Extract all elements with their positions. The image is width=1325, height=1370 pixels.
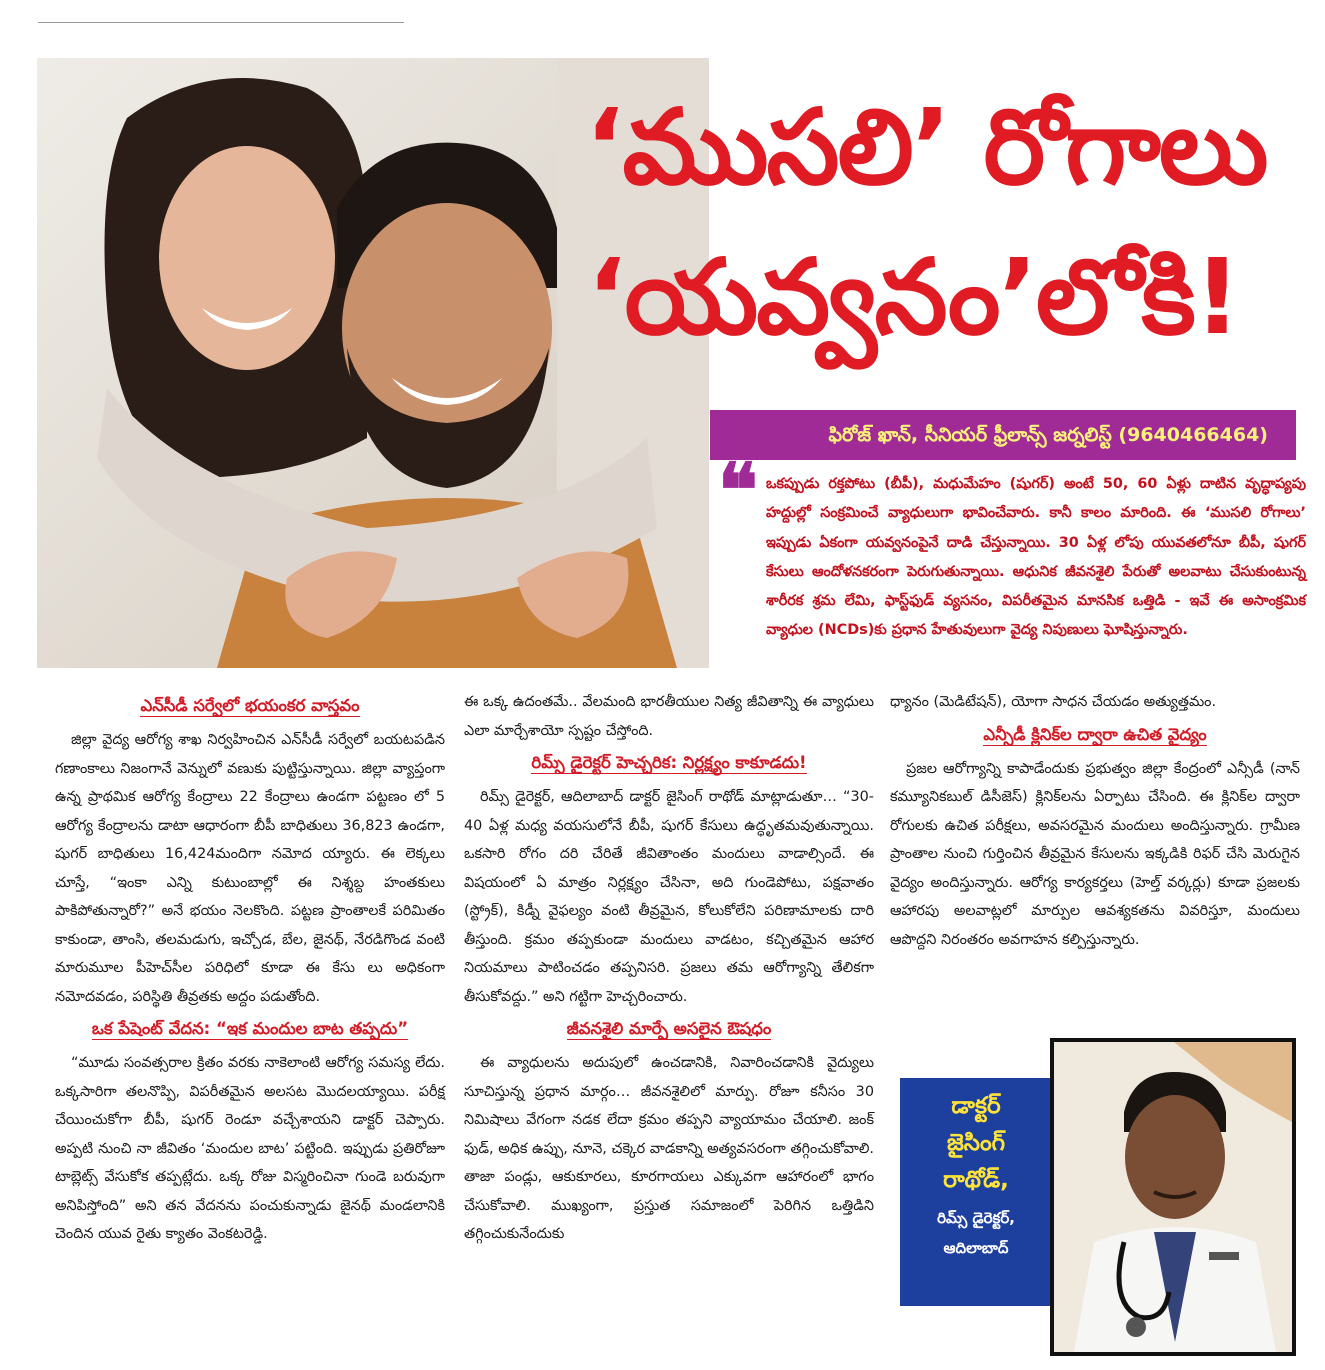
paragraph: ఈ ఒక్క ఉదంతమే.. వేలమంది భారతీయుల నిత్య జీవితాన్ని ఈ వ్యాధులు ఎలా మార్చేశాయో స్పష్టం చేస్తోంది. [464, 694, 874, 739]
doctor-name: డాక్టర్ జైసింగ్ రాథోడ్, [943, 1093, 1009, 1193]
intro-paragraph: ఒకప్పుడు రక్తపోటు (బీపీ), మధుమేహం (షుగర్) అంటే 50, 60 ఏళ్లు దాటిన వృద్ధాప్యపు హద్దుల్లో సంక్రమించే వ్యాధులుగా భావించేవారు. కానీ కాలం మారింది. ఈ ‘ముసలి రోగాలు’ ఇప్పుడు ఏకంగా యవ్వనంపైనే దాడి చేస్తున్నాయి. 30 ఏళ్ల లోపు యువతలోనూ బీపీ, షుగర్ కేసులు ఆందోళనకరంగా పెరుగుతున్నాయి. ఆధునిక జీవనశైలి పేరుతో అలవాటు చేసుకుంటున్న శారీరక శ్రమ లేమి, ఫాస్ట్‌ఫుడ్ వ్యసనం, విపరీతమైన మానసిక ఒత్తిడి - ఇవే ఈ అసాంక్రమిక వ్యాధుల (NCDs)కు ప్రధాన హేతువులుగా వైద్య నిపుణులు ఘోషిస్తున్నారు. [766, 476, 1306, 639]
paragraph: “మూడు సంవత్సరాల క్రితం వరకు నాకెలాంటి ఆరోగ్య సమస్య లేదు. ఒక్కసారిగా తలనొప్పి, విపరీతమైన అలసట మొదలయ్యాయి. పరీక్ష చేయించుకోగా బీపీ, షుగర్ రెండూ వచ్చేశాయని డాక్టర్ చెప్పారు. అప్పటి నుంచి నా జీవితం ‘మందుల బాట’ పట్టింది. ఇప్పుడు ప్రతిరోజూ టాబ్లెట్స్ వేసుకోక తప్పట్లేదు. ఒక్క రోజు విస్మరించినా గుండె బరువుగా అనిపిస్తోంది” అని తన వేదనను పంచుకున్నాడు జైనథ్ మండలానికి చెందిన యువ రైతు క్యాతం వెంకటరెడ్డి. [55, 1055, 445, 1242]
subhead-rims-warning: రిమ్స్ డైరెక్టర్ హెచ్చరిక: నిర్లక్ష్యం కాకూడదు! [531, 753, 807, 772]
quote-mark-icon: ❝ [718, 448, 758, 534]
top-rule [38, 22, 404, 23]
subhead-lifestyle: జీవనశైలి మార్పే అసలైన ఔషధం [566, 1019, 772, 1038]
doctor-caption-card [900, 1078, 1052, 1306]
doctor-role: రిమ్స్ డైరెక్టర్, ఆదిలాబాద్ [937, 1209, 1015, 1257]
paragraph: జిల్లా వైద్య ఆరోగ్య శాఖ నిర్వహించిన ఎన్‌సీడీ సర్వేలో బయటపడిన గణాంకాలు నిజంగానే వెన్నులో వణుకు పుట్టిస్తున్నాయి. జిల్లా వ్యాప్తంగా ఉన్న ప్రాథమిక ఆరోగ్య కేంద్రాలు 22 కేంద్రాలు ఉండగా పట్టణం లో 5 ఆరోగ్య కేంద్రాలను డాటా ఆధారంగా బీపీ బాధితులు 36,823 ఉండగా, షుగర్ బాధితులు 16,424మందిగా నమోద య్యారు. ఈ లెక్కలు చూస్తే, “ఇంకా ఎన్ని కుటుంబాల్లో ఈ నిశ్శబ్ద హంతకులు పాకిపోతున్నారో?” అనే భయం నెలకొంది. పట్టణ ప్రాంతాలకే పరిమితం కాకుండా, తాంసి, తలమడుగు, ఇచ్చోడ, బేల, జైనథ్, నేరడిగొండ వంటి మారుమూల పీహెచ్‌సీల పరిధిలో కూడా ఈ కేసు లు అధికంగా నమోదవడం, పరిస్థితి తీవ్రతకు అద్దం పడుతోంది. [55, 732, 445, 1005]
column-3 [890, 688, 1300, 956]
column-2 [464, 688, 874, 1251]
paragraph: ప్రజల ఆరోగ్యాన్ని కాపాడేందుకు ప్రభుత్వం జిల్లా కేంద్రంలో ఎన్సీడీ (నాన్ కమ్యూనికబుల్ డిసీజెస్) క్లినిక్‌లను ఏర్పాటు చేసింది. ఈ క్లినిక్‌ల ద్వారా రోగులకు ఉచిత పరీక్షలు, అవసరమైన మందులు అందిస్తున్నారు. గ్రామీణ ప్రాంతాల నుంచి గుర్తించిన తీవ్రమైన కేసులను ఇక్కడికి రిఫర్ చేసి మెరుగైన వైద్యం అందిస్తున్నారు. ఆరోగ్య కార్యకర్తలు (హెల్త్ వర్కర్లు) కూడా ప్రజలకు ఆహారపు అలవాట్లలో మార్పుల ఆవశ్యకతను వివరిస్తూ, మందులు ఆపొద్దని నిరంతరం అవగాహన కల్పిస్తున్నారు. [890, 760, 1300, 948]
subhead-patient-story: ఒక పేషెంట్ వేదన: “ఇక మందుల బాట తప్పదు” [91, 1019, 409, 1038]
paragraph: రిమ్స్ డైరెక్టర్, ఆదిలాబాద్ డాక్టర్ జైసింగ్ రాథోడ్ మాట్లాడుతూ… “30-40 ఏళ్ల మధ్య వయసులోనే బీపీ, షుగర్ కేసులు ఉద్ధృతమవుతున్నాయి. ఒకసారి రోగం దరి చేరితే జీవితాంతం మందులు వాడాల్సిందే. ఈ విషయంలో ఏ మాత్రం నిర్లక్ష్యం చేసినా, అది గుండెపోటు, పక్షవాతం (స్ట్రోక్), కిడ్నీ వైఫల్యం వంటి తీవ్రమైన, కోలుకోలేని పరిణామాలకు దారి తీస్తుంది. క్రమం తప్పకుండా మందులు వాడటం, కచ్చితమైన ఆహార నియమాలు పాటించడం తప్పనిసరి. ప్రజలు తమ ఆరోగ్యాన్ని తేలికగా తీసుకోవద్దు.” అని గట్టిగా హెచ్చరించారు. [464, 789, 874, 1005]
paragraph: ధ్యానం (మెడిటేషన్), యోగా సాధన చేయడం అత్యుత్తమం. [890, 694, 1217, 710]
headline-line-1: ‘ముసలి’ రోగాలు [585, 86, 1267, 208]
headline-line-2: ‘యవ్వనం’లోకి! [587, 236, 1240, 358]
byline-banner: ఫిరోజ్ ఖాన్, సీనియర్ ఫ్రీలాన్స్ జర్నలిస్ట్ (9640466464) [710, 410, 1296, 460]
column-1 [55, 688, 445, 1251]
headline [585, 72, 1305, 372]
paragraph: ఈ వ్యాధులను అదుపులో ఉంచడానికి, నివారించడానికి వైద్యులు సూచిస్తున్న ప్రధాన మార్గం… జీవనశైలిలో మార్పు. రోజూ కనీసం 30 నిమిషాలు వేగంగా నడక లేదా క్రమం తప్పని వ్యాయామం చేయాలి. జంక్ ఫుడ్, అధిక ఉప్పు, నూనె, చక్కెర వాడకాన్ని అత్యవసరంగా తగ్గించుకోవాలి. తాజా పండ్లు, ఆకుకూరలు, కూరగాయలు ఎక్కువగా ఆహారంలో భాగం చేసుకోవాలి. ముఖ్యంగా, ప్రస్తుత సమాజంలో పెరిగిన ఒత్తిడిని తగ్గించుకునేందుకు [464, 1055, 874, 1242]
subhead-ncd-survey: ఎన్‌సీడీ సర్వేలో భయంకర వాస్తవం [140, 696, 360, 715]
subhead-ncd-clinics: ఎన్సీడీ క్లినిక్‌ల ద్వారా ఉచిత వైద్యం [983, 724, 1207, 744]
doctor-photo [1050, 1038, 1296, 1356]
